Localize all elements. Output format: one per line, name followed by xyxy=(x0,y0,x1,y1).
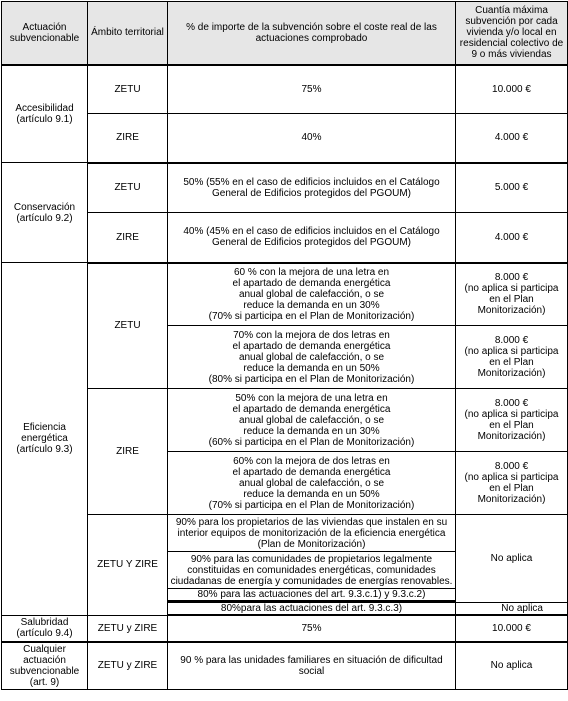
table-row xyxy=(2,642,568,689)
porcentaje-cell: 50% (55% en el caso de edificios incluidos en el Catálogo General de Edificios protegidos del PGOUM) xyxy=(168,163,456,213)
accesibilidad-label: Accesibilidad (artículo 9.1) xyxy=(2,65,88,163)
ambito-cell: ZETU xyxy=(88,263,168,389)
conservacion-label: Conservación (artículo 9.2) xyxy=(2,163,88,263)
cuantia-cell: No aplica xyxy=(456,603,568,616)
header-cuantia: Cuantía máxima subvención por cada vivienda y/o local en residencial colectivo de 9 o más viviendas xyxy=(456,2,568,65)
table-row xyxy=(2,615,568,642)
porcentaje-cell: 40% xyxy=(168,114,456,163)
eficiencia-label: Eficiencia energética (artículo 9.3) xyxy=(2,263,88,616)
salubridad-label: Salubridad (artículo 9.4) xyxy=(2,615,88,642)
porcentaje-cell: 70% con la mejora de dos letras en el apartado de demanda energética anual global de calefacción, o se reduce la demanda en un 50% (80% si participa en el Plan de Monitorización) xyxy=(168,326,456,389)
table-row xyxy=(2,65,568,114)
monitor-row: 90% para las comunidades de propietarios legalmente constituidas en comunidades energéticas, comunidades ciudadanas de energía y comunidades de energías renovables. xyxy=(168,552,456,589)
header-actuacion: Actuación subvencionable xyxy=(2,2,88,65)
ambito-cell: ZETU y ZIRE xyxy=(88,642,168,689)
ambito-cell: ZIRE xyxy=(88,389,168,515)
ambito-cell: ZETU xyxy=(88,65,168,114)
cuantia-cell: 4.000 € xyxy=(456,114,568,163)
cuantia-cell: 8.000 € (no aplica si participa en el Plan Monitorización) xyxy=(456,452,568,515)
cuantia-cell: 8.000 € (no aplica si participa en el Plan Monitorización) xyxy=(456,326,568,389)
header-ambito: Ámbito territorial xyxy=(88,2,168,65)
porcentaje-cell: 60% con la mejora de dos letras en el apartado de demanda energética anual global de calefacción, o se reduce la demanda en un 50% (70% si participa en el Plan de Monitorización) xyxy=(168,452,456,515)
cuantia-cell: 10.000 € xyxy=(456,65,568,114)
table-row xyxy=(2,163,568,213)
monitor-row: 90% para los propietarios de las viviendas que instalen en su interior equipos de monitorización de la eficiencia energética (Plan de Monitorización) xyxy=(168,515,456,552)
ambito-cell: ZETU y ZIRE xyxy=(88,615,168,642)
porcentaje-cell: 50% con la mejora de una letra en el apartado de demanda energética anual global de calefacción, o se reduce la demanda en un 30% (60% si participa en el Plan de Monitorización) xyxy=(168,389,456,452)
monitor-row: 80%para las actuaciones del art. 9.3.c.3) xyxy=(168,603,456,616)
porcentaje-cell: 75% xyxy=(168,615,456,642)
ambito-cell: ZIRE xyxy=(88,213,168,263)
ambito-cell: ZETU Y ZIRE xyxy=(88,515,168,616)
cualquier-label: Cualquier actuación subvencionable (art. 9) xyxy=(2,642,88,689)
cuantia-cell: 5.000 € xyxy=(456,163,568,213)
ambito-cell: ZETU xyxy=(88,163,168,213)
ambito-cell: ZIRE xyxy=(88,114,168,163)
header-porcentaje: % de importe de la subvención sobre el coste real de las actuaciones comprobado xyxy=(168,2,456,65)
monitor-row: 80% para las actuaciones del art. 9.3.c.1) y 9.3.c.2) xyxy=(168,589,456,601)
cuantia-cell: 4.000 € xyxy=(456,213,568,263)
porcentaje-cell: 90 % para las unidades familiares en situación de dificultad social xyxy=(168,642,456,689)
cuantia-cell: 8.000 € (no aplica si participa en el Plan Monitorización) xyxy=(456,263,568,326)
cuantia-cell: 10.000 € xyxy=(456,615,568,642)
porcentaje-cell: 40% (45% en el caso de edificios incluidos en el Catálogo General de Edificios protegidos del PGOUM) xyxy=(168,213,456,263)
cuantia-cell: 8.000 € (no aplica si participa en el Plan Monitorización) xyxy=(456,389,568,452)
porcentaje-cell: 75% xyxy=(168,65,456,114)
table-row xyxy=(2,263,568,326)
porcentaje-cell: 60 % con la mejora de una letra en el apartado de demanda energética anual global de calefacción, o se reduce la demanda en un 30% (70% si participa en el Plan de Monitorización) xyxy=(168,263,456,326)
header-row xyxy=(2,2,568,65)
cuantia-cell: No aplica xyxy=(456,515,568,603)
cuantia-cell: No aplica xyxy=(456,642,568,689)
subsidy-table xyxy=(1,1,568,690)
